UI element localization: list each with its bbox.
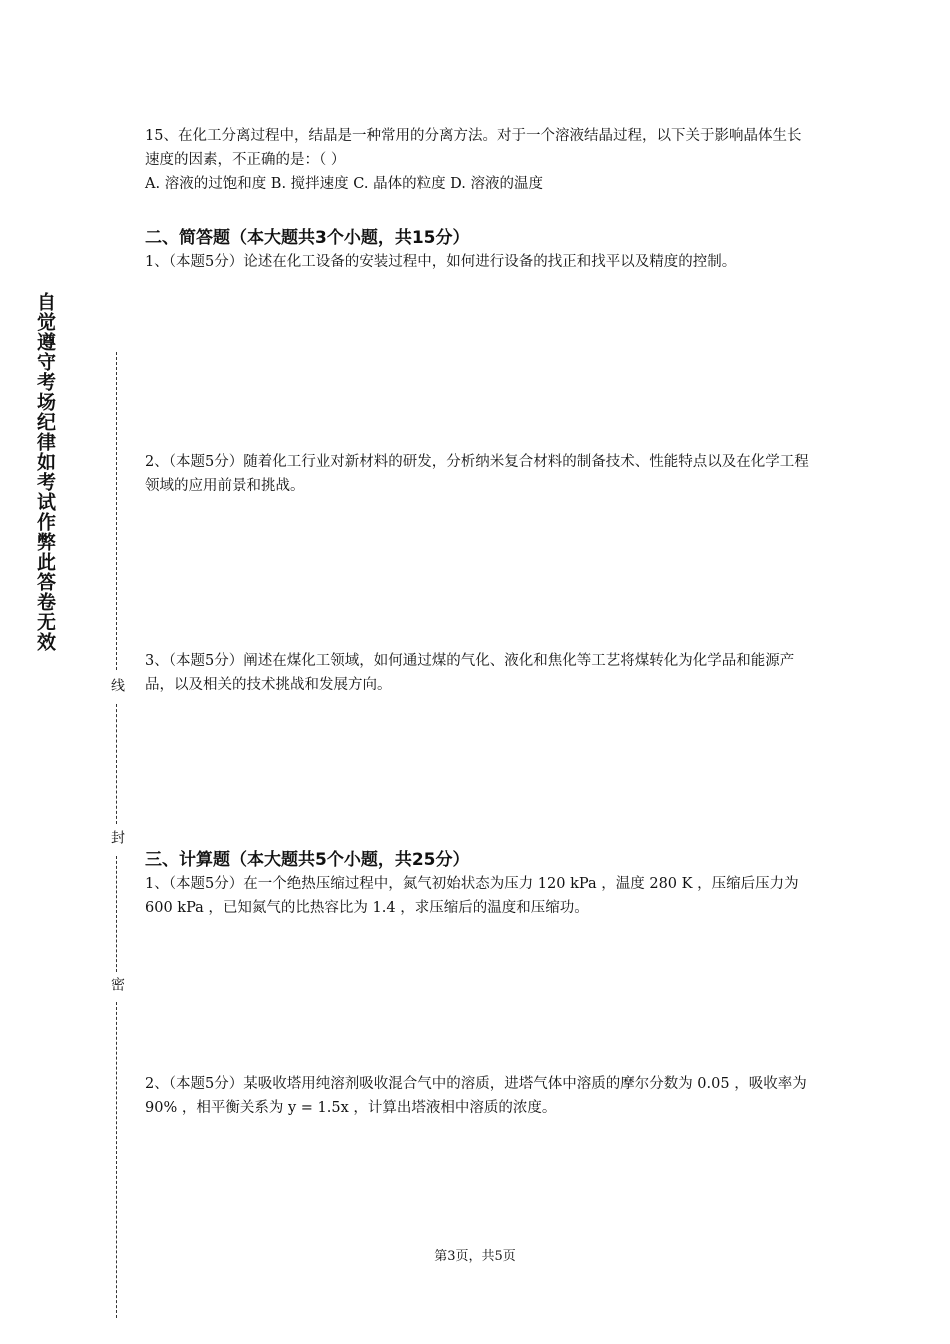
- seal-line: [111, 352, 123, 1318]
- section2-title: 二、简答题（本大题共3个小题，共15分）: [145, 228, 470, 248]
- seal-dash-segment: [116, 704, 117, 824]
- seal-dash-segment: [116, 856, 117, 972]
- section3-header-block: [145, 848, 810, 920]
- seal-char-secret: 密: [109, 977, 125, 991]
- section2-question-2: 2、（本题5分）随着化工行业对新材料的研发，分析纳米复合材料的制备技术、性能特点以及在化学工程领域的应用前景和挑战。: [145, 454, 809, 494]
- section3-question-2-block: [145, 1072, 810, 1120]
- exam-discipline-note: 自觉遵守考场纪律如考试作弊此答卷无效: [34, 292, 56, 652]
- seal-dash-segment: [116, 1002, 117, 1318]
- seal-char-line: 线: [109, 678, 125, 692]
- mc-question-block: [145, 124, 810, 196]
- seal-dash-segment: [116, 352, 117, 670]
- mc-question-text: 15、在化工分离过程中，结晶是一种常用的分离方法。对于一个溶液结晶过程，以下关于影响晶体生长速度的因素，不正确的是：（ ）: [145, 128, 802, 168]
- section2-header-block: [145, 226, 810, 274]
- seal-char-seal: 封: [109, 830, 125, 844]
- section2-question-2-block: [145, 450, 810, 498]
- section3-question-2: 2、（本题5分）某吸收塔用纯溶剂吸收混合气中的溶质，进塔气体中溶质的摩尔分数为 0.05 ，吸收率为 90% ，相平衡关系为 y = 1.5x ，计算出塔液相中溶质的浓度。: [145, 1076, 807, 1116]
- section2-question-3: 3、（本题5分）阐述在煤化工领域，如何通过煤的气化、液化和焦化等工艺将煤转化为化学品和能源产品，以及相关的技术挑战和发展方向。: [145, 653, 795, 693]
- section3-title: 三、计算题（本大题共5个小题，共25分）: [145, 850, 470, 870]
- mc-question-options: A. 溶液的过饱和度 B. 搅拌速度 C. 晶体的粒度 D. 溶液的温度: [145, 176, 544, 192]
- page-footer: 第3页，共5页: [434, 1249, 516, 1264]
- section2-question-1: 1、（本题5分）论述在化工设备的安装过程中，如何进行设备的找正和找平以及精度的控制。: [145, 254, 737, 270]
- section3-question-1: 1、（本题5分）在一个绝热压缩过程中，氮气初始状态为压力 120 kPa ，温度 280 K ，压缩后压力为 600 kPa ，已知氮气的比热容比为 1.4 ，求压缩后的温度和压缩功。: [145, 876, 799, 916]
- section2-question-3-block: [145, 649, 810, 697]
